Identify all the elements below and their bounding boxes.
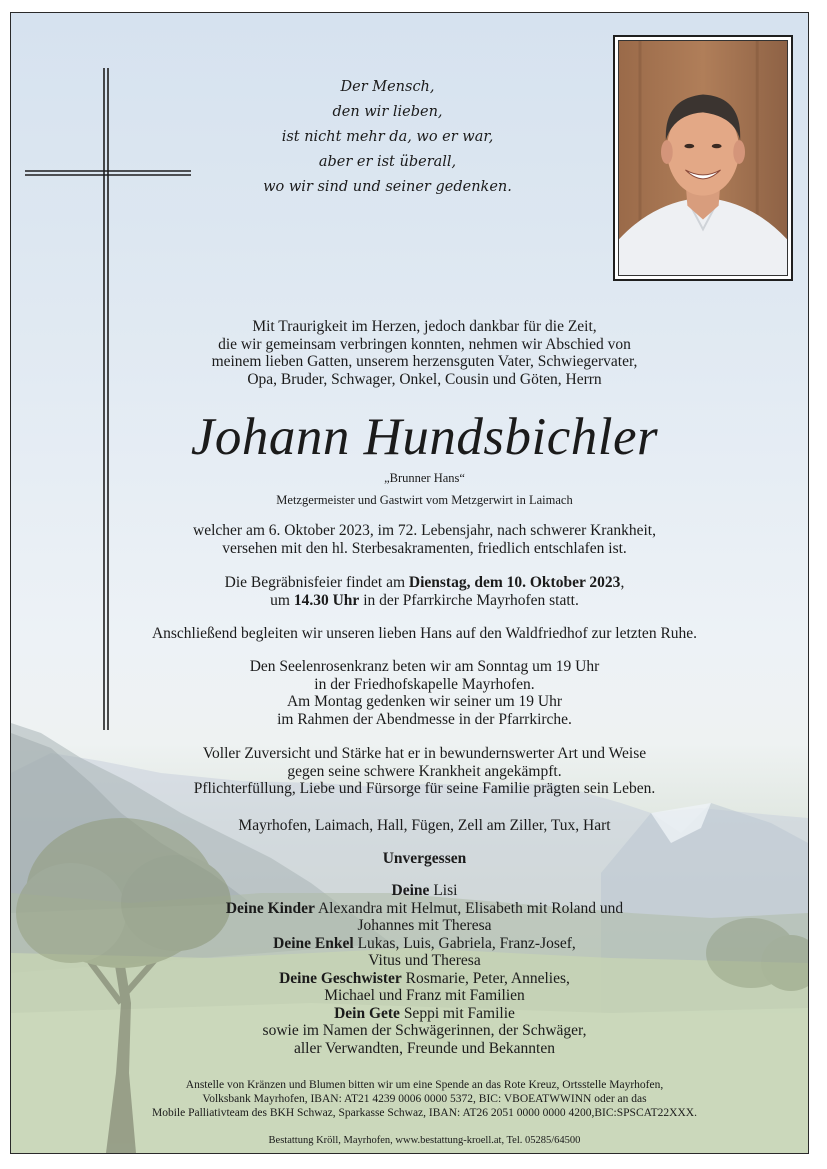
family-siblings-cont: Michael und Franz mit Familien bbox=[324, 987, 525, 1004]
tribute-line: gegen seine schwere Krankheit angekämpft. bbox=[287, 762, 562, 780]
deceased-occupation: Metzgermeister und Gastwirt vom Metzgerwirt in Laimach bbox=[276, 493, 573, 507]
death-notice bbox=[26, 522, 809, 557]
donation-line: Anstelle von Kränzen und Blumen bitten wir um eine Spende an das Rote Kreuz, Ortsstelle Mayrhofen, bbox=[185, 1079, 664, 1091]
death-line: welcher am 6. Oktober 2023, im 72. Lebensjahr, nach schwerer Krankheit, bbox=[193, 522, 656, 539]
family-siblings: Deine Geschwister Rosmarie, Peter, Annelies, bbox=[279, 969, 570, 987]
family-wife: Deine Lisi bbox=[391, 882, 458, 899]
funeral-line-2: um 14.30 Uhr in der Pfarrkirche Mayrhofen statt. bbox=[270, 591, 579, 609]
intro-line: meinem lieben Gatten, unserem herzensguten Vater, Schwiegervater, bbox=[211, 353, 638, 370]
family-grandchildren: Deine Enkel Lukas, Luis, Gabriela, Franz-Josef, bbox=[273, 934, 576, 952]
quote-line: aber er ist überall, bbox=[318, 154, 457, 170]
family-children-cont: Johannes mit Theresa bbox=[357, 917, 492, 934]
donation-notice bbox=[26, 1078, 809, 1120]
family-godfather: Dein Gete Seppi mit Familie bbox=[334, 1004, 515, 1022]
quote-line: Der Mensch, bbox=[340, 79, 435, 95]
places-list: Mayrhofen, Laimach, Hall, Fügen, Zell am Ziller, Tux, Hart bbox=[238, 817, 611, 834]
tribute-line: Pflichterfüllung, Liebe und Fürsorge für seine Familie prägten sein Leben. bbox=[193, 780, 656, 797]
family-list bbox=[26, 882, 809, 1057]
rosary-info bbox=[26, 658, 809, 728]
intro-line: Opa, Bruder, Schwager, Onkel, Cousin und Göten, Herrn bbox=[247, 370, 602, 388]
funeral-line-1: Die Begräbnisfeier findet am Dienstag, dem 10. Oktober 2023, bbox=[224, 574, 625, 591]
burial-text: Anschließend begleiten wir unseren lieben Hans auf den Waldfriedhof zur letzten Ruhe. bbox=[151, 625, 698, 642]
parte-frame bbox=[10, 12, 809, 1154]
rosary-line: Am Montag gedenken wir seiner um 19 Uhr bbox=[286, 693, 563, 710]
intro-text bbox=[26, 318, 809, 388]
rosary-line: in der Friedhofskapelle Mayrhofen. bbox=[314, 675, 535, 693]
deceased-name: Johann Hundsbichler bbox=[190, 408, 659, 466]
undertaker-footer: Bestattung Kröll, Mayrhofen, www.bestattung-kroell.at, Tel. 05285/64500 bbox=[268, 1135, 581, 1146]
family-grandchildren-cont: Vitus und Theresa bbox=[368, 952, 481, 969]
tribute-line: Voller Zuversicht und Stärke hat er in bewundernswerter Art und Weise bbox=[202, 745, 647, 762]
family-others: sowie im Namen der Schwägerinnen, der Schwäger, bbox=[262, 1022, 587, 1039]
family-children: Deine Kinder Alexandra mit Helmut, Elisabeth mit Roland und bbox=[225, 899, 624, 917]
funeral-info bbox=[26, 574, 809, 609]
quote-line: den wir lieben, bbox=[332, 104, 443, 120]
donation-line: Volksbank Mayrhofen, IBAN: AT21 4239 0006 0000 5372, BIC: VBOEATWWINN oder an das bbox=[202, 1093, 647, 1105]
rosary-line: Den Seelenrosenkranz beten wir am Sonntag um 19 Uhr bbox=[249, 658, 600, 675]
death-line: versehen mit den hl. Sterbesakramenten, friedlich entschlafen ist. bbox=[222, 539, 627, 557]
funeral-date: Dienstag, dem 10. Oktober 2023 bbox=[408, 574, 621, 591]
quote-line: ist nicht mehr da, wo er war, bbox=[281, 129, 494, 145]
quote-line: wo wir sind und seiner gedenken. bbox=[263, 179, 512, 195]
tribute-text bbox=[26, 745, 809, 798]
memorial-quote bbox=[10, 75, 786, 200]
funeral-time: 14.30 Uhr bbox=[293, 591, 360, 609]
intro-line: Mit Traurigkeit im Herzen, jedoch dankbar für die Zeit, bbox=[252, 318, 597, 335]
unvergessen-heading: Unvergessen bbox=[382, 850, 467, 867]
deceased-nickname: „Brunner Hans“ bbox=[384, 471, 465, 485]
family-others-cont: aller Verwandten, Freunde und Bekannten bbox=[294, 1039, 555, 1057]
rosary-line: im Rahmen der Abendmesse in der Pfarrkirche. bbox=[277, 710, 572, 728]
donation-line: Mobile Palliativteam des BKH Schwaz, Sparkasse Schwaz, IBAN: AT26 2051 0000 0000 4200,BIC:SPSCAT22XXX. bbox=[152, 1107, 697, 1119]
intro-line: die wir gemeinsam verbringen konnten, nehmen wir Abschied von bbox=[218, 335, 631, 353]
